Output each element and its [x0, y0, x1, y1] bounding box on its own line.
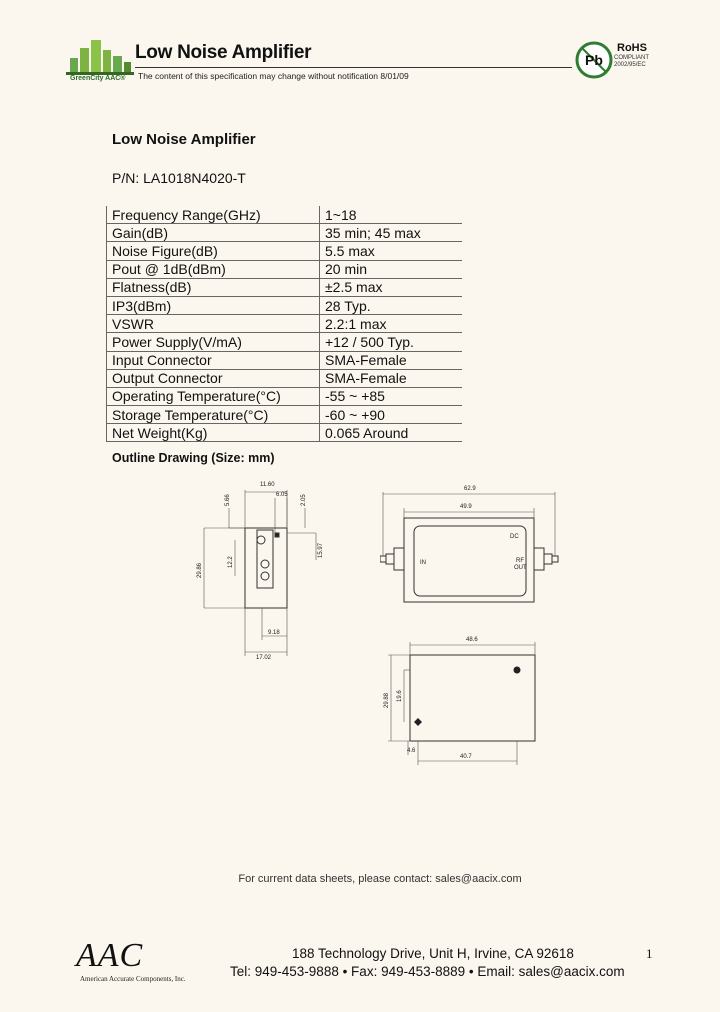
spec-row [107, 242, 463, 260]
svg-text:9.18: 9.18 [268, 630, 280, 636]
spec-row [107, 333, 463, 351]
spec-row [107, 206, 463, 224]
pb-free-icon [574, 40, 614, 80]
svg-text:11.60: 11.60 [260, 482, 275, 488]
svg-text:12.2: 12.2 [228, 556, 234, 568]
svg-text:5.66: 5.66 [225, 494, 231, 506]
svg-text:DC: DC [510, 534, 519, 540]
spec-value: -55 ~ +85 [320, 387, 463, 405]
svg-text:29.86: 29.86 [197, 562, 203, 578]
spec-row [107, 387, 463, 405]
spec-param: Frequency Range(GHz) [107, 206, 320, 224]
header-title: Low Noise Amplifier [135, 42, 312, 63]
svg-text:40.7: 40.7 [460, 754, 472, 760]
svg-text:48.6: 48.6 [466, 637, 478, 643]
spec-value: 2.2:1 max [320, 315, 463, 333]
phone-line: Tel: 949-453-9888 • Fax: 949-453-8889 • Email: sales@aacix.com [230, 964, 625, 979]
address: 188 Technology Drive, Unit H, Irvine, CA 92618 [292, 946, 574, 961]
svg-text:49.9: 49.9 [460, 504, 472, 510]
logo-text: GreenCity AAC® [70, 75, 126, 82]
spec-param: Flatness(dB) [107, 278, 320, 296]
svg-text:IN: IN [420, 560, 426, 566]
spec-param: Output Connector [107, 369, 320, 387]
rohs-label: RoHS [617, 42, 647, 54]
spec-value: ±2.5 max [320, 278, 463, 296]
spec-row [107, 224, 463, 242]
spec-param: Noise Figure(dB) [107, 242, 320, 260]
spec-param: Storage Temperature(°C) [107, 406, 320, 424]
svg-text:OUT: OUT [514, 565, 527, 571]
spec-row [107, 296, 463, 314]
part-number: P/N: LA1018N4020-T [112, 170, 246, 186]
svg-text:19.6: 19.6 [397, 690, 403, 702]
contact-line: For current data sheets, please contact: sales@aacix.com [238, 873, 522, 885]
drawing-bottom-view [380, 630, 570, 770]
spec-row [107, 424, 463, 442]
spec-value: 5.5 max [320, 242, 463, 260]
svg-text:15.97: 15.97 [318, 542, 324, 558]
document-title: Low Noise Amplifier [112, 131, 256, 148]
spec-param: Operating Temperature(°C) [107, 387, 320, 405]
header-rule [135, 67, 572, 68]
spec-param: Power Supply(V/mA) [107, 333, 320, 351]
spec-value: SMA-Female [320, 351, 463, 369]
spec-param: Pout @ 1dB(dBm) [107, 260, 320, 278]
page-number: 1 [646, 946, 653, 961]
svg-text:6.05: 6.05 [276, 492, 288, 498]
spec-param: Net Weight(Kg) [107, 424, 320, 442]
spec-value: 0.065 Around [320, 424, 463, 442]
spec-row [107, 406, 463, 424]
spec-value: 1~18 [320, 206, 463, 224]
spec-value: SMA-Female [320, 369, 463, 387]
outline-heading: Outline Drawing (Size: mm) [112, 451, 275, 465]
svg-text:17.02: 17.02 [256, 655, 272, 661]
svg-text:29.88: 29.88 [384, 692, 390, 708]
drawing-top-view [380, 478, 570, 613]
spec-row [107, 315, 463, 333]
spec-value: -60 ~ +90 [320, 406, 463, 424]
spec-param: VSWR [107, 315, 320, 333]
svg-text:2.05: 2.05 [301, 494, 307, 506]
spec-value: 28 Typ. [320, 296, 463, 314]
spec-value: 20 min [320, 260, 463, 278]
spec-row [107, 369, 463, 387]
aac-logo: AAC [76, 937, 144, 974]
company-name: American Accurate Components, Inc. [80, 975, 186, 983]
svg-text:4.6: 4.6 [407, 748, 416, 754]
spec-param: Gain(dB) [107, 224, 320, 242]
spec-row [107, 351, 463, 369]
spec-param: Input Connector [107, 351, 320, 369]
rohs-sub: COMPLIANT 2002/95/EC [614, 55, 650, 68]
drawing-end-view [190, 478, 340, 663]
spec-value: 35 min; 45 max [320, 224, 463, 242]
header-note: The content of this specification may change without notification 8/01/09 [138, 71, 409, 81]
svg-text:Pb: Pb [585, 52, 603, 68]
svg-text:62.9: 62.9 [464, 486, 476, 492]
spec-param: IP3(dBm) [107, 296, 320, 314]
spec-row [107, 278, 463, 296]
spec-value: +12 / 500 Typ. [320, 333, 463, 351]
spec-row [107, 260, 463, 278]
svg-text:RF: RF [516, 558, 524, 564]
spec-table [106, 206, 462, 442]
